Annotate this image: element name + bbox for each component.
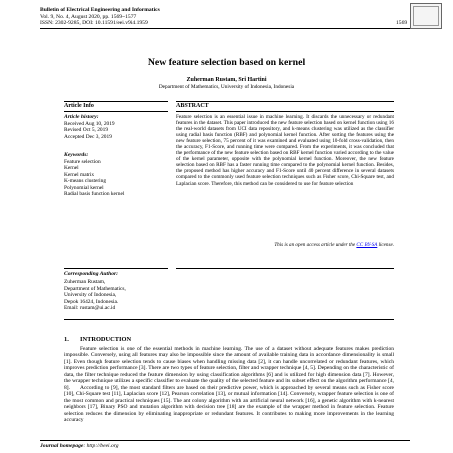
footer xyxy=(40,443,119,449)
article-info-rule-end xyxy=(64,268,168,269)
corresponding-email[interactable]: Email: rustam@ui.ac.id xyxy=(64,305,116,312)
issn-line: ISSN: 2302-9285, DOI: 10.11591/eei.v9i4.1959 xyxy=(40,20,148,26)
footer-url[interactable]: : http://beei.org xyxy=(83,443,119,449)
abstract-rule-top xyxy=(176,101,394,102)
history-list xyxy=(64,121,168,140)
corresponding-dept: Department of Mathematics, xyxy=(64,285,126,292)
license-suffix: license. xyxy=(377,242,394,248)
keywords-list xyxy=(64,159,168,197)
corresponding-university: University of Indonesia, xyxy=(64,292,117,299)
corresponding-name: Zuherman Rustam, xyxy=(64,279,106,285)
keywords-heading: Keywords: xyxy=(64,152,89,158)
license-link[interactable]: CC BY-SA xyxy=(356,242,378,248)
abstract-rule-end xyxy=(176,268,394,269)
corresponding-heading: Corresponding Author: xyxy=(64,271,119,277)
header-rule xyxy=(40,28,410,29)
keyword-item: Kernel xyxy=(64,165,79,172)
corresponding-address: Depok 16424, Indonesia. xyxy=(64,298,119,305)
license-prefix: This is an open access article under the xyxy=(274,242,357,248)
footer-journal-label: Journal homepage xyxy=(40,443,84,449)
article-info-rule-top xyxy=(64,101,168,102)
license-line xyxy=(176,242,394,248)
footer-rule xyxy=(40,440,410,441)
article-info-heading: Article Info xyxy=(64,103,94,109)
volume-line: Vol. 9, No. 4, August 2020, pp. 1569~1577 xyxy=(40,13,137,20)
keyword-item: Polynomial kernel xyxy=(64,184,104,191)
history-accepted: Accepted Dec 3, 2019 xyxy=(64,133,112,140)
history-revised: Revised Oct 5, 2019 xyxy=(64,127,109,134)
corresponding-info xyxy=(64,279,264,312)
corresponding-rule xyxy=(64,319,394,320)
introduction-heading: 1. INTRODUCTION xyxy=(64,336,132,343)
introduction-paragraph-2: According to [9], the most standard filters are based on their predictive power, which is approached by several means such as Fisher score [10], Chi-Square test [11], Laplacian score [12], Pearson correlation [13], or mutual information [14]. Conversely, wrapper feature selection is one of the most common and practical techniques [15]. The ant colony algorithm with an artificial neural network [16], a genetic algorithm with k-nearest neighbors [17], Binary PSO and mutation algorithm with decision tree [18] are the example of the wrapper method in feature selection. Feature selection reduces the dimension by eliminating inappropriate or redundant features. It contributes to making more improvements in the learning accuracy xyxy=(64,385,394,424)
paper-title: New feature selection based on kernel xyxy=(147,57,306,68)
keyword-item: Radial basis function kernel xyxy=(64,191,125,198)
keyword-item: Kernel matrix xyxy=(64,171,95,178)
history-received: Received Aug 10, 2019 xyxy=(64,121,115,127)
history-heading: Article history: xyxy=(64,114,99,120)
keyword-item: Feature selection xyxy=(64,159,101,165)
paper-authors: Zuherman Rustam, Sri Hartini xyxy=(186,77,267,83)
page-number: 1569 xyxy=(396,20,408,26)
abstract-text: Feature selection is an essential issue in machine learning. It discards the unnecessary or redundant features in the dataset. This paper introduced the new feature selection based on kernel function using 16 the real-world datasets from UCI data repository, and k-means clustering was utilized as the classifier using radial basis function (RBF) and polynomial kernel function. After sorting the features using the new feature selection, 75 percent of it was examined and evaluated using 10-fold cross-validation, then the accuracy, F1-Score, and running time were compared. From the experiments, it was concluded that the performance of the new feature selection based on RBF kernel function varied according to the value of the kernel parameter, opposite with the polynomial kernel function. Moreover, the new feature selection based on RBF has a faster running time compared to the polynomial kernel function. Besides, the proposed method has higher accuracy and F1-Score until 40 percent difference in several datasets compared to the commonly used feature selection techniques such as Fisher score, Chi-Square test, and Laplacian score. Therefore, this method can be considered to use for feature selection xyxy=(176,114,394,187)
journal-name: Bulletin of Electrical Engineering and Informatics xyxy=(40,7,160,13)
introduction-paragraph-1: Feature selection is one of the essential methods in machine learning. The use of a dataset without adequate features makes prediction impossible. Conversely, using all features may also be impossible since the amount of available training data in accordance dimensionality is small [1]. Even though feature selection tends to cause biases when handling missing data [2], it can handle uncorrelated or redundant features, which improves prediction performance [3]. There are two types of feature selection, filter and wrapper technique [4, 5]. Depending on the characteristic of data, the filter technique reduced the feature dimension by using classification algorithms [6] and is utilized for high dimension data [7]. However, the wrapper technique utilizes a specific classifier to evaluate the quality of the selected feature and its subset effect on the algorithm performance [4, 8]. xyxy=(64,346,394,391)
paper-affiliation: Department of Mathematics, University of Indonesia, Indonesia xyxy=(158,84,295,90)
journal-logo xyxy=(410,3,442,29)
abstract-heading: ABSTRACT xyxy=(176,103,209,109)
abstract-rule-bottom xyxy=(176,111,394,112)
keyword-item: K-means clustering xyxy=(64,178,107,185)
article-info-rule-bottom xyxy=(64,111,168,112)
